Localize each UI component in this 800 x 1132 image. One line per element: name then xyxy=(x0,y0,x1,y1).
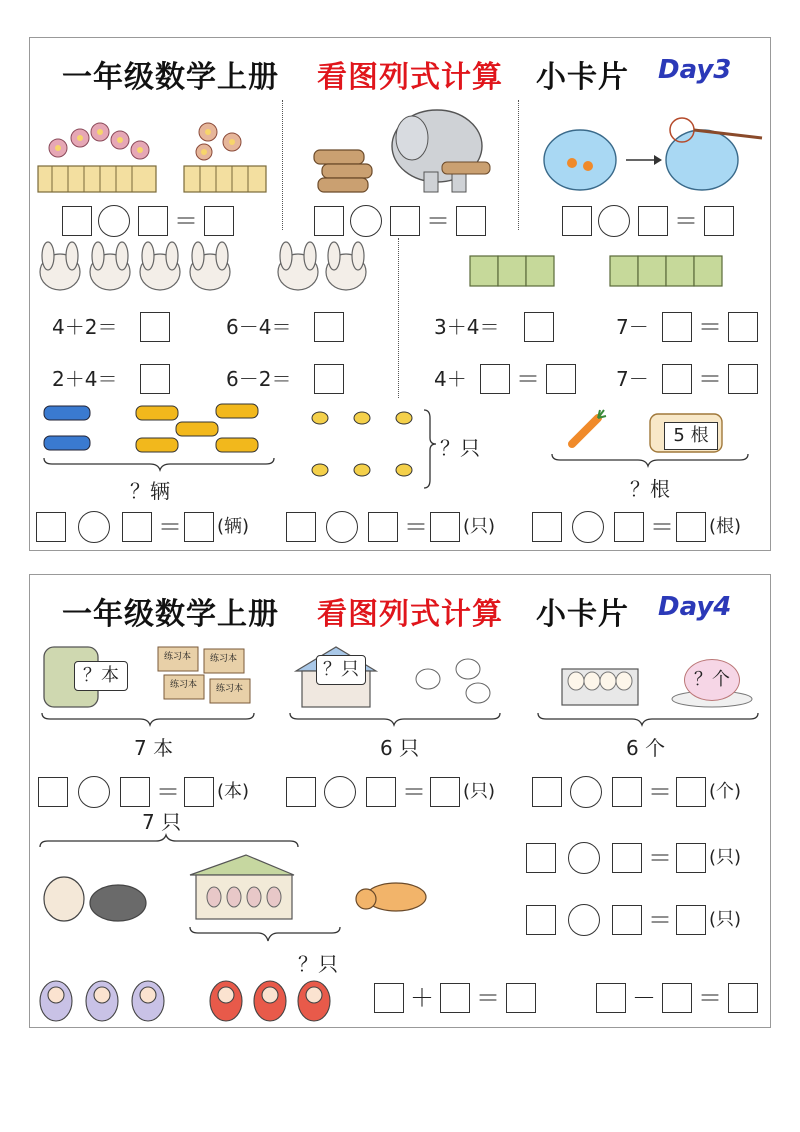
answer-box[interactable] xyxy=(506,983,536,1013)
fence-left xyxy=(38,166,156,192)
answer-box[interactable] xyxy=(614,512,644,542)
divider xyxy=(518,100,519,230)
answer-box[interactable] xyxy=(122,512,152,542)
answer-box[interactable] xyxy=(366,777,396,807)
answer-box[interactable] xyxy=(286,512,316,542)
answer-box[interactable] xyxy=(728,983,758,1013)
equals-sign: ＝ xyxy=(402,778,426,806)
answer-box[interactable] xyxy=(390,206,420,236)
equation-text: 7－ xyxy=(616,367,649,391)
answer-box[interactable] xyxy=(440,983,470,1013)
answer-box[interactable] xyxy=(676,512,706,542)
carrot-question: ？根 xyxy=(630,477,670,501)
house-label: ？只 xyxy=(316,655,366,685)
answer-box[interactable] xyxy=(184,777,214,807)
card-day3 xyxy=(29,37,771,551)
notebook-label: 练习本 xyxy=(216,684,244,694)
answer-box[interactable] xyxy=(676,905,706,935)
cars-illustration xyxy=(40,400,280,470)
bees-illustration xyxy=(306,406,446,496)
answer-box[interactable] xyxy=(526,905,556,935)
bag-label: ？本 xyxy=(74,661,128,691)
operator-circle[interactable] xyxy=(326,511,358,543)
equals-sign: ＝ xyxy=(674,207,698,235)
card-title xyxy=(30,583,770,631)
answer-box[interactable] xyxy=(532,777,562,807)
egg-plate-label: ？个 xyxy=(684,659,740,701)
unit-label: (只) xyxy=(463,516,496,537)
plus-sign: ＋ xyxy=(410,984,434,1012)
answer-box[interactable] xyxy=(638,206,668,236)
answer-box[interactable] xyxy=(546,364,576,394)
minus-sign: － xyxy=(632,984,656,1012)
answer-box[interactable] xyxy=(120,777,150,807)
answer-box[interactable] xyxy=(728,312,758,342)
title-prefix: 一年级数学上册 xyxy=(62,597,279,632)
notebook-label: 练习本 xyxy=(170,680,198,690)
equals-sign: ＝ xyxy=(698,365,722,393)
cars-question: ？辆 xyxy=(130,479,170,503)
answer-box[interactable] xyxy=(38,777,68,807)
unit-label: (辆) xyxy=(217,516,250,537)
answer-box[interactable] xyxy=(704,206,734,236)
equation-text: 6－4＝ xyxy=(226,315,292,339)
flowers-illustration xyxy=(36,122,276,194)
title-suffix: 小卡片 xyxy=(536,597,629,632)
equation-text: 3＋4＝ xyxy=(434,315,500,339)
answer-box[interactable] xyxy=(596,983,626,1013)
answer-box[interactable] xyxy=(430,777,460,807)
answer-box[interactable] xyxy=(138,206,168,236)
answer-box[interactable] xyxy=(662,312,692,342)
equation-text: 4＋2＝ xyxy=(52,315,118,339)
equals-sign: ＝ xyxy=(698,984,722,1012)
unit-label: (个) xyxy=(709,781,742,802)
answer-box[interactable] xyxy=(204,206,234,236)
answer-box[interactable] xyxy=(456,206,486,236)
answer-box[interactable] xyxy=(728,364,758,394)
divider xyxy=(282,100,283,230)
title-suffix: 小卡片 xyxy=(536,60,629,95)
equals-sign: ＝ xyxy=(174,207,198,235)
operator-circle[interactable] xyxy=(350,205,382,237)
operator-circle[interactable] xyxy=(78,776,110,808)
operator-circle[interactable] xyxy=(78,511,110,543)
cats-question: ？只 xyxy=(298,952,338,976)
answer-box[interactable] xyxy=(562,206,592,236)
notebook-label: 练习本 xyxy=(164,652,192,662)
answer-box[interactable] xyxy=(662,364,692,394)
divider xyxy=(398,238,399,398)
answer-box[interactable] xyxy=(140,312,170,342)
equals-sign: ＝ xyxy=(426,207,450,235)
operator-circle[interactable] xyxy=(570,776,602,808)
equation-text: 7－ xyxy=(616,315,649,339)
answer-box[interactable] xyxy=(676,777,706,807)
cubes-illustration xyxy=(468,250,768,290)
answer-box[interactable] xyxy=(62,206,92,236)
unit-label: (只) xyxy=(709,847,742,868)
answer-box[interactable] xyxy=(532,512,562,542)
answer-box[interactable] xyxy=(676,843,706,873)
answer-box[interactable] xyxy=(314,312,344,342)
equals-sign: ＝ xyxy=(404,513,428,541)
answer-box[interactable] xyxy=(184,512,214,542)
notebook-label: 练习本 xyxy=(210,654,238,664)
equals-sign: ＝ xyxy=(648,778,672,806)
day-label: Day4 xyxy=(658,592,732,622)
equals-sign: ＝ xyxy=(476,984,500,1012)
unit-label: (只) xyxy=(709,909,742,930)
cats-total: 7 只 xyxy=(142,810,182,834)
answer-box[interactable] xyxy=(286,777,316,807)
unit-label: (根) xyxy=(709,516,742,537)
answer-box[interactable] xyxy=(612,905,642,935)
books-total: 7 本 xyxy=(134,736,174,760)
equation-text: 4＋ xyxy=(434,367,467,391)
answer-box[interactable] xyxy=(430,512,460,542)
title-highlight: 看图列式计算 xyxy=(317,597,503,632)
title-highlight: 看图列式计算 xyxy=(317,60,503,95)
card-title xyxy=(30,46,770,94)
unit-label: (本) xyxy=(217,781,250,802)
rabbits-illustration xyxy=(36,238,366,298)
unit-label: (只) xyxy=(463,781,496,802)
answer-box[interactable] xyxy=(612,843,642,873)
answer-box[interactable] xyxy=(480,364,510,394)
answer-box[interactable] xyxy=(314,364,344,394)
elephant-logs-illustration xyxy=(312,98,512,198)
day-label: Day3 xyxy=(658,55,732,85)
operator-circle[interactable] xyxy=(98,205,130,237)
answer-box[interactable] xyxy=(36,512,66,542)
rabbits-total: 6 只 xyxy=(380,736,420,760)
equals-sign: ＝ xyxy=(650,513,674,541)
answer-box[interactable] xyxy=(140,364,170,394)
equation-text: 6－2＝ xyxy=(226,367,292,391)
equals-sign: ＝ xyxy=(156,778,180,806)
equals-sign: ＝ xyxy=(648,906,672,934)
operator-circle[interactable] xyxy=(568,842,600,874)
basket-label: 5 根 xyxy=(664,422,718,450)
eggs-total: 6 个 xyxy=(626,736,666,760)
operator-circle[interactable] xyxy=(572,511,604,543)
operator-circle[interactable] xyxy=(598,205,630,237)
answer-box[interactable] xyxy=(314,206,344,236)
operator-circle[interactable] xyxy=(324,776,356,808)
answer-box[interactable] xyxy=(374,983,404,1013)
equation-text: 2＋4＝ xyxy=(52,367,118,391)
answer-box[interactable] xyxy=(526,843,556,873)
title-prefix: 一年级数学上册 xyxy=(62,60,279,95)
card-day4 xyxy=(29,574,771,1028)
equals-sign: ＝ xyxy=(158,513,182,541)
answer-box[interactable] xyxy=(612,777,642,807)
dolls-illustration xyxy=(38,975,338,1023)
cats-brace xyxy=(188,925,344,951)
equals-sign: ＝ xyxy=(698,313,722,341)
fishbowl-illustration xyxy=(542,108,767,198)
equals-sign: ＝ xyxy=(648,844,672,872)
answer-box[interactable] xyxy=(524,312,554,342)
answer-box[interactable] xyxy=(662,983,692,1013)
running-cat-illustration xyxy=(350,865,440,925)
answer-box[interactable] xyxy=(368,512,398,542)
bees-question: ？只 xyxy=(440,436,480,460)
equals-sign: ＝ xyxy=(516,365,540,393)
carrots-illustration xyxy=(550,404,755,470)
fence-right xyxy=(184,166,266,192)
operator-circle[interactable] xyxy=(568,904,600,936)
